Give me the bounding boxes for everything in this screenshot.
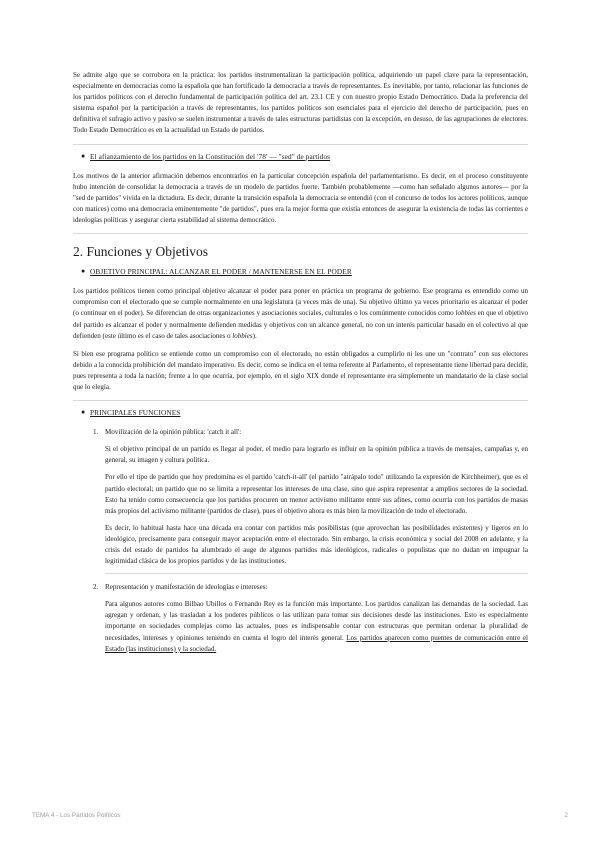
item-paragraph: Por ello el tipo de partido que hoy predomina es el partido 'catch-it-all' (el partido "atrápalo todo" utilizando la expresión de Kirchheimer), que es el partido electoral; un partido que no se limita a representar los intereses de una clase, sino que aspira representar a amplios sectores de la sociedad. Esto ha tenido como consecuencia que los partidos procuren un menor activismo militante entre sus afines, como ocurría con los partidos de masas más propios del activismo militante (partidos de clase), pues el objetivo ahora es más bien la movilización de todo el electorado. bbox=[105, 473, 528, 515]
document-page bbox=[73, 70, 528, 661]
bullet-dot-icon: ● bbox=[81, 151, 86, 160]
divider bbox=[73, 144, 528, 145]
list-item bbox=[93, 582, 528, 593]
text-run: ). bbox=[252, 331, 257, 340]
bullet-dot-icon: ● bbox=[81, 267, 86, 276]
bullet-dot-icon: ● bbox=[81, 408, 86, 417]
list-item bbox=[93, 427, 528, 438]
bullet-objetivo-principal bbox=[81, 266, 528, 277]
item-body bbox=[105, 599, 528, 654]
text-run: Los partidos políticos tienen como principal objetivo alcanzar el poder para poner en práctica un programa de gobierno. Ese programa es entendido como un compromiso con el electorado que se cumple normalmente en una legislatura (a veces más de una). Su objetivo último ya veces prioritario es alcanzar el poder (o continuar en el poder). Se diferencian de otras organizaciones y asociaciones sociales, culturales o los comúnmente conocidos como bbox=[73, 287, 528, 318]
divider bbox=[73, 400, 528, 401]
item-paragraph: Si el objetivo principal de un partido es llegar al poder, el medio para lograrlo es influir en la opinión pública a través de mensajes, campañas y, en general, su imagen y cultura política. bbox=[105, 445, 528, 465]
item-title: Movilización de la opinión pública: 'catch it all': bbox=[105, 428, 242, 437]
text-run: Para algunos autores como Bilbao Ubillos o Fernando Rey es la función más importante. Los partidos canalizan las demandas de la sociedad. Las agregan y ordenan, y las trasladan a los poderes públicos o las utilizan para tomar sus decisiones desde las instituciones. Esto es especialmente importante en sociedades complejas como las actuales, pues es indispensable contar con estructuras que permitan ordenar la pluralidad de necesidades, intereses y opiniones teniendo en cuenta el logro del interés general. bbox=[105, 600, 528, 642]
bullet-title: OBJETIVO PRINCIPAL: ALCANZAR EL PODER / MANTENERSE EN EL PODER bbox=[90, 267, 352, 277]
bullet-principales-funciones bbox=[81, 407, 528, 418]
text-run-italic: lobbies bbox=[232, 331, 253, 340]
page-footer bbox=[32, 812, 568, 819]
intro-paragraph: Se admite algo que se corrobora en la práctica: los partidos instrumentalizan la participación política, adquiriendo un papel clave para la representación, especialmente en democracias como la española que han fortificado la democracia a través de representantes. Es inevitable, por tanto, relacionar las funciones de los partidos políticos con el derecho fundamental de participación política del art. 23.1 CE y con nuestro propio Estado Democrático. Dada la preferencia del sistema español por la participación a través de representantes, los partidos políticos son esenciales para el ejercicio del derecho de participación, pues en definitiva el sufragio activo y pasivo se suelen instrumentar a través de tales estructuras partidistas con la excepción, en desuso, de las agrupaciones de electores. Todo Estado Democrático es en la actualidad un Estado de partidos. bbox=[73, 71, 528, 135]
item-body bbox=[105, 444, 528, 567]
footer-title: TEMA 4 - Los Partidos Políticos bbox=[32, 812, 121, 819]
divider bbox=[105, 573, 528, 574]
bullet-title: El afianzamiento de los partidos en la Constitución del '78' — "sed" de partidos bbox=[90, 151, 331, 161]
item-number: 2. bbox=[93, 583, 99, 592]
sed-de-partidos-paragraph: Los motivos de la anterior afirmación debemos encontrarlos en la particular concepción española del parlamentarismo. Es decir, en el proceso constituyente hubo intención de consolidar la democracia a través de un modelo de partidos fuerte. También probablemente —como han señalado algunos autores— por la "sed de partidos" vivida en la dictadura. Es decir, durante la transición española la democracia se entendió (con el concurso de todos los actores políticos, aunque con matices) como una democracia eminentemente "de partidos", pues era la mejor forma que existía entonces de asegurar la existencia de todas las corrientes e ideologías políticas y asegurar cierta estabilidad al sistema democrático. bbox=[73, 171, 528, 225]
page-number: 2 bbox=[564, 812, 568, 819]
bullet-title: PRINCIPALES FUNCIONES bbox=[90, 408, 181, 418]
text-run-italic: lobbies bbox=[455, 309, 476, 318]
item-number: 1. bbox=[93, 428, 99, 437]
section-heading: 2. Funciones y Objetivos bbox=[73, 244, 208, 260]
bullet-sed-de-partidos bbox=[81, 151, 528, 162]
funciones-list bbox=[93, 427, 528, 655]
item-paragraph bbox=[105, 599, 528, 654]
item-title: Representación y manifestación de ideologías e intereses: bbox=[105, 583, 268, 592]
divider bbox=[73, 233, 528, 234]
text-run-underlined: Los partidos aparecen como puentes de comunicación entre el Estado (las instituciones) y la sociedad. bbox=[105, 633, 528, 653]
text-run: en que el objetivo del partido es alcanzar el poder y normalmente defienden medidas y objetivos con un alcance general, no con un interés particular basado en el colectivo al que defienden (este último es el caso de tales asociaciones o bbox=[73, 309, 528, 340]
objetivo-paragraph-1 bbox=[73, 286, 528, 341]
objetivo-paragraph-2: Si bien ese programa político se entiende como un compromiso con el electorado, no están obligados a cumplirlo ni les une un "contrato" con sus electores debido a la conocida prohibición del mandato imperativo. Es decir, como se indica en el tema referente al Parlamento, el representante tiene libertad para decidir, pues representa a toda la nación; frente a lo que ocurría, por ejemplo, en el siglo XIX donde el representante era simplemente un mandatario de la clase social que lo elegía. bbox=[73, 349, 528, 391]
item-paragraph: Es decir, lo habitual hasta hace una década era contar con partidos más posibilistas (que aprovechan las posibilidades existentes) y ligeros en lo ideológico, precisamente para conseguir mayor aceptación entre el electorado. Sin embargo, la crisis económica y social del 2008 en adelante, y la crisis del estado de partidos ha alumbrado el auge de algunos partidos más ideológicos, radicales o populistas que no dudan en impugnar la legitimidad clásica de los propios partidos y de las instituciones. bbox=[105, 523, 528, 566]
